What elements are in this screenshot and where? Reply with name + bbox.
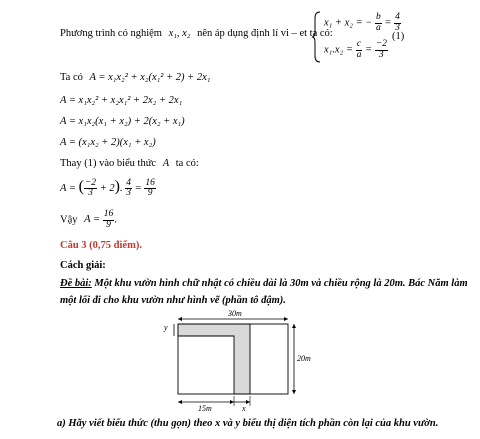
taco-prefix: Ta có [60, 72, 83, 83]
vieta-eq2 [324, 40, 388, 60]
problem-line-1 [60, 278, 468, 289]
vay-den: 9 [106, 219, 111, 230]
vay-expr: A = [84, 214, 101, 226]
result-dot: . [119, 183, 123, 194]
problem-text: Một khu vườn hình chữ nhật có chiều dài là 30m và chiều rộng là 20m. Bác Năm làm [94, 278, 468, 289]
eq1-eq: = [384, 17, 392, 29]
arrow-head-15m-left [178, 400, 182, 404]
label-30m: 30m [228, 309, 242, 318]
step-1: A = x₁x₂² + x₂x₁² + 2x₂ + 2x₁ [60, 95, 183, 106]
result-left: A = [60, 183, 76, 194]
arrow-head-down [292, 390, 296, 394]
eq2-eq: = [364, 44, 373, 56]
eq2-val-den: 3 [378, 49, 384, 60]
eq2-val-num: −2 [375, 39, 387, 49]
vay-prefix: Vậy [60, 214, 78, 226]
solution-heading: Cách giải: [60, 260, 106, 271]
step-2: A = x₁x₂(x₁ + x₂) + 2(x₂ + x₁) [60, 116, 185, 127]
label-15m: 15m [198, 404, 212, 413]
result-paren-close: ) [114, 178, 120, 195]
intro-text: Phương trình có nghiệm [60, 28, 162, 39]
label-y: y [164, 323, 168, 332]
vieta-eq1 [324, 13, 401, 33]
arrow-head-x-right [246, 400, 250, 404]
eq1-frac-num: b [376, 12, 381, 22]
problem-line-2: một lối đi cho khu vườn như hình vẽ (phần tô đậm). [60, 295, 286, 306]
thay-text: Thay (1) vào biểu thức [60, 158, 157, 169]
result-frac3-num: 16 [145, 177, 155, 188]
vay-num: 16 [103, 209, 114, 219]
result-paren-open: ( [78, 178, 84, 195]
arrow-head-right [284, 317, 288, 321]
label-20m: 20m [297, 354, 311, 363]
problem-label: Đề bài: [60, 278, 92, 289]
arrow-head-15m-right [230, 400, 234, 404]
label-x: x [242, 404, 246, 413]
eq2-left: x₁.x₂ = [324, 44, 353, 56]
thay-line [60, 158, 199, 169]
eq2-frac-den: a [356, 49, 362, 60]
eq1-left: x₁ + x₂ = − [324, 17, 373, 29]
eq1-val-num: 4 [395, 12, 400, 22]
eq2-frac-num: c [356, 39, 362, 49]
eq1-val-den: 3 [395, 22, 400, 33]
result-frac2-den: 3 [126, 188, 131, 199]
intro-rest: nên áp dụng định lí vi – et ta có: [197, 28, 333, 39]
result-expr [60, 178, 156, 199]
intro-vars: x₁, x₂ [168, 28, 191, 39]
result-frac1-num: −2 [84, 177, 97, 188]
thay-var: A [162, 158, 170, 169]
question-title: Câu 3 (0,75 điểm). [60, 240, 142, 251]
result-eq: = [134, 183, 142, 194]
result-frac1-den: 3 [88, 188, 93, 199]
intro-line [60, 28, 333, 39]
garden-figure [168, 310, 318, 414]
result-frac2-num: 4 [126, 177, 131, 188]
brace-icon [312, 10, 322, 64]
taco-expr: A = x₁x₂² + x₂(x₁² + 2) + 2x₁ [89, 72, 211, 83]
thay-rest: ta có: [175, 158, 199, 169]
arrow-head-up [292, 324, 296, 328]
vay-line [60, 210, 117, 230]
vay-end: . [114, 214, 117, 226]
result-plus2: + 2 [99, 183, 115, 194]
step-3: A = (x₁x₂ + 2)(x₁ + x₂) [60, 137, 156, 148]
result-frac3-den: 9 [147, 188, 153, 199]
vieta-system [312, 10, 422, 64]
system-label: (1) [392, 31, 405, 42]
arrow-head-left [178, 317, 182, 321]
question-a: a) Hãy viết biểu thức (thu gọn) theo x và y biểu thị diện tích phần còn lại của khu vườn. [57, 418, 439, 429]
taco-line [60, 72, 210, 83]
eq1-frac-den: a [376, 22, 381, 33]
